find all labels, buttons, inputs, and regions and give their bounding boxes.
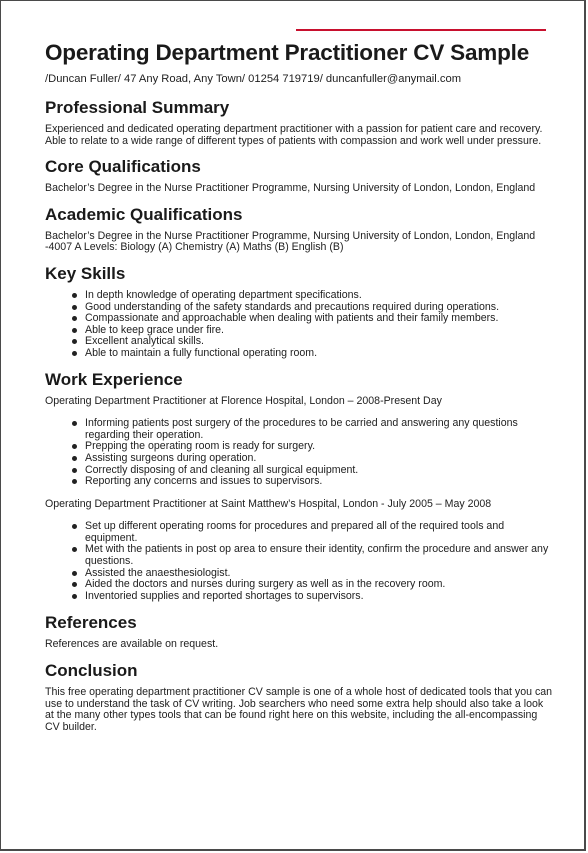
- page-title: Operating Department Practitioner CV Sample: [45, 40, 530, 65]
- list-item: Aided the doctors and nurses during surgery as well as in the recovery room.: [85, 579, 553, 591]
- cv-content: [45, 39, 553, 733]
- list-item: Able to maintain a fully functional operating room.: [85, 348, 553, 360]
- section-heading: Work Experience: [45, 369, 183, 389]
- section-conclusion: [45, 660, 553, 733]
- section-references: [45, 612, 553, 651]
- section-professional-summary: [45, 97, 553, 147]
- section-heading: Core Qualifications: [45, 157, 201, 177]
- job-duties-list: [45, 418, 553, 488]
- section-heading: References: [45, 613, 137, 633]
- list-item: Prepping the operating room is ready for surgery.: [85, 441, 553, 453]
- list-item: In depth knowledge of operating department specifications.: [85, 290, 553, 302]
- list-item: Good understanding of the safety standards and precautions required during operations.: [85, 302, 553, 314]
- summary-text: Experienced and dedicated operating department practitioner with a passion for patient care and recovery. Able to relate to a wide range of different types of patients with compassion and work well under pressure.: [45, 123, 543, 147]
- section-key-skills: [45, 263, 553, 360]
- core-qualifications-text: Bachelor’s Degree in the Nurse Practitioner Programme, Nursing University of London, London, England: [45, 182, 536, 195]
- section-heading: Key Skills: [45, 263, 126, 283]
- list-item: Able to keep grace under fire.: [85, 325, 553, 337]
- list-item: Inventoried supplies and reported shortages to supervisors.: [85, 591, 553, 603]
- skills-list: [45, 290, 553, 360]
- section-heading: Academic Qualifications: [45, 204, 243, 224]
- list-item: Compassionate and approachable when dealing with patients and their family members.: [85, 313, 553, 325]
- list-item: Correctly disposing of and cleaning all surgical equipment.: [85, 465, 553, 477]
- academic-qualifications-text: Bachelor’s Degree in the Nurse Practitioner Programme, Nursing University of London, London, England -4007 A Levels: Biology (A) Chemistry (A) Maths (B) English (B): [45, 229, 536, 254]
- references-text: References are available on request.: [45, 638, 219, 651]
- list-item: Assisted the anaesthesiologist.: [85, 568, 553, 580]
- job-title: Operating Department Practitioner at Saint Matthew’s Hospital, London - July 2005 – May 2008: [45, 497, 492, 510]
- job-title: Operating Department Practitioner at Florence Hospital, London – 2008-Present Day: [45, 394, 442, 407]
- section-core-qualifications: [45, 156, 553, 195]
- section-heading: Conclusion: [45, 661, 138, 681]
- section-heading: Professional Summary: [45, 98, 230, 117]
- job-duties-list: [45, 521, 553, 602]
- section-academic-qualifications: [45, 204, 553, 254]
- list-item: Informing patients post surgery of the procedures to be carried and answering any questions regarding their operation.: [85, 418, 553, 441]
- list-item: Assisting surgeons during operation.: [85, 453, 553, 465]
- list-item: Reporting any concerns and issues to supervisors.: [85, 476, 553, 488]
- contact-line: /Duncan Fuller/ 47 Any Road, Any Town/ 01254 719719/ duncanfuller@anymail.com: [45, 73, 462, 85]
- accent-line: [296, 29, 546, 31]
- section-work-experience: [45, 369, 553, 603]
- list-item: Set up different operating rooms for procedures and prepared all of the required tools and equipment.: [85, 521, 553, 544]
- list-item: Excellent analytical skills.: [85, 336, 553, 348]
- list-item: Met with the patients in post op area to ensure their identity, confirm the procedure and answer any questions.: [85, 544, 553, 567]
- conclusion-text: This free operating department practitioner CV sample is one of a whole host of dedicated tools that you can use to understand the task of CV writing. Job searchers who need some extra help should also take a look at the many other types tools that can be found right here on this website, including the all-encompassing CV builder.: [45, 686, 553, 733]
